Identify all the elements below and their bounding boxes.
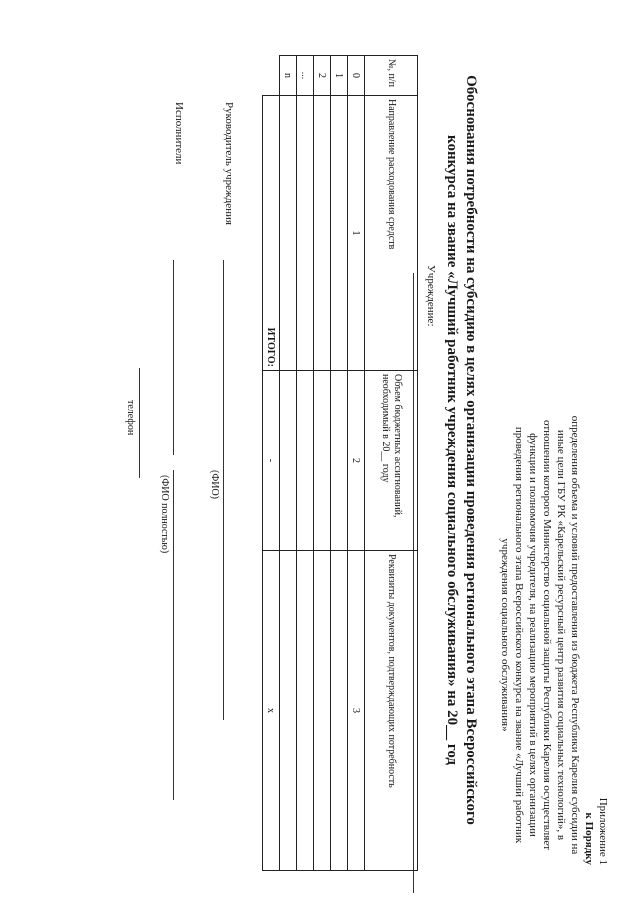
- appendix-block: [498, 405, 610, 865]
- total-amount: -: [263, 371, 280, 551]
- head-signature-line: [223, 260, 224, 720]
- phone-caption: телефон: [125, 400, 136, 436]
- index-cell: 3: [348, 551, 365, 871]
- row-cell: [280, 96, 297, 371]
- appendix-line1: Приложение 1: [597, 797, 609, 865]
- appendix-text: определения объема и условий предоставления из бюджета Республики Карелия субсидии на иные цели ГБУ РК «Карельский ресурсный центр развития социальных технологий», в отношении которого Министерство социальной защиты Республики Карелия осуществляет функции и полномочия учредителя, на реализацию мероприятий в целях организации проведения регионального этапа Всероссийского конкурса на звание «Лучший работник учреждения социального обслуживания»: [499, 415, 581, 855]
- row-number: ...: [297, 56, 314, 96]
- row-cell: [297, 551, 314, 871]
- row-cell: [280, 371, 297, 551]
- row-cell: [331, 96, 348, 371]
- institution-label: Учреждение:: [425, 265, 437, 327]
- table-row: [297, 56, 314, 871]
- row-number: 1: [331, 56, 348, 96]
- phone-line: [139, 368, 140, 478]
- row-cell: [297, 371, 314, 551]
- table-row: [331, 56, 348, 871]
- header-documents: Реквизиты документов, подтверждающих потребность: [365, 551, 418, 871]
- row-number: 2: [314, 56, 331, 96]
- executor-signature-line: [173, 260, 174, 455]
- executor-fio-line: [173, 470, 174, 800]
- header-number: №, п/п: [365, 56, 418, 96]
- table-header-row: [365, 56, 418, 871]
- head-label: Руководитель учреждения: [223, 102, 235, 225]
- document-title: Обоснования потребности на субсидию в целях организации проведения регионального этапа Всероссийского конкурса на звание «Лучший работник учреждения социального обслуживания» на 20__ год: [444, 75, 479, 825]
- table-row: [314, 56, 331, 871]
- header-amount: Объем бюджетных ассигнований, необходимый в 20__ году: [365, 371, 418, 551]
- executor-label: Исполнители: [173, 102, 185, 165]
- appendix-line2: к Порядку: [583, 812, 595, 865]
- total-documents: x: [263, 551, 280, 871]
- row-number: n: [280, 56, 297, 96]
- row-cell: [314, 371, 331, 551]
- total-label: ИТОГО:: [263, 96, 280, 371]
- row-cell: [314, 96, 331, 371]
- row-cell: [297, 96, 314, 371]
- needs-table: [262, 55, 418, 871]
- header-direction: Направление расходования средств: [365, 96, 418, 371]
- head-fio-caption: (ФИО): [209, 470, 220, 500]
- index-cell: 1: [348, 96, 365, 371]
- table-row: [280, 56, 297, 871]
- executor-fio-caption: (ФИО полностью): [159, 475, 170, 554]
- row-cell: [314, 551, 331, 871]
- total-empty-cell: [263, 56, 280, 96]
- row-cell: [331, 371, 348, 551]
- index-cell: 2: [348, 371, 365, 551]
- row-cell: [331, 551, 348, 871]
- table-total-row: [263, 56, 280, 871]
- row-cell: [280, 551, 297, 871]
- table-index-row: [348, 56, 365, 871]
- index-cell: 0: [348, 56, 365, 96]
